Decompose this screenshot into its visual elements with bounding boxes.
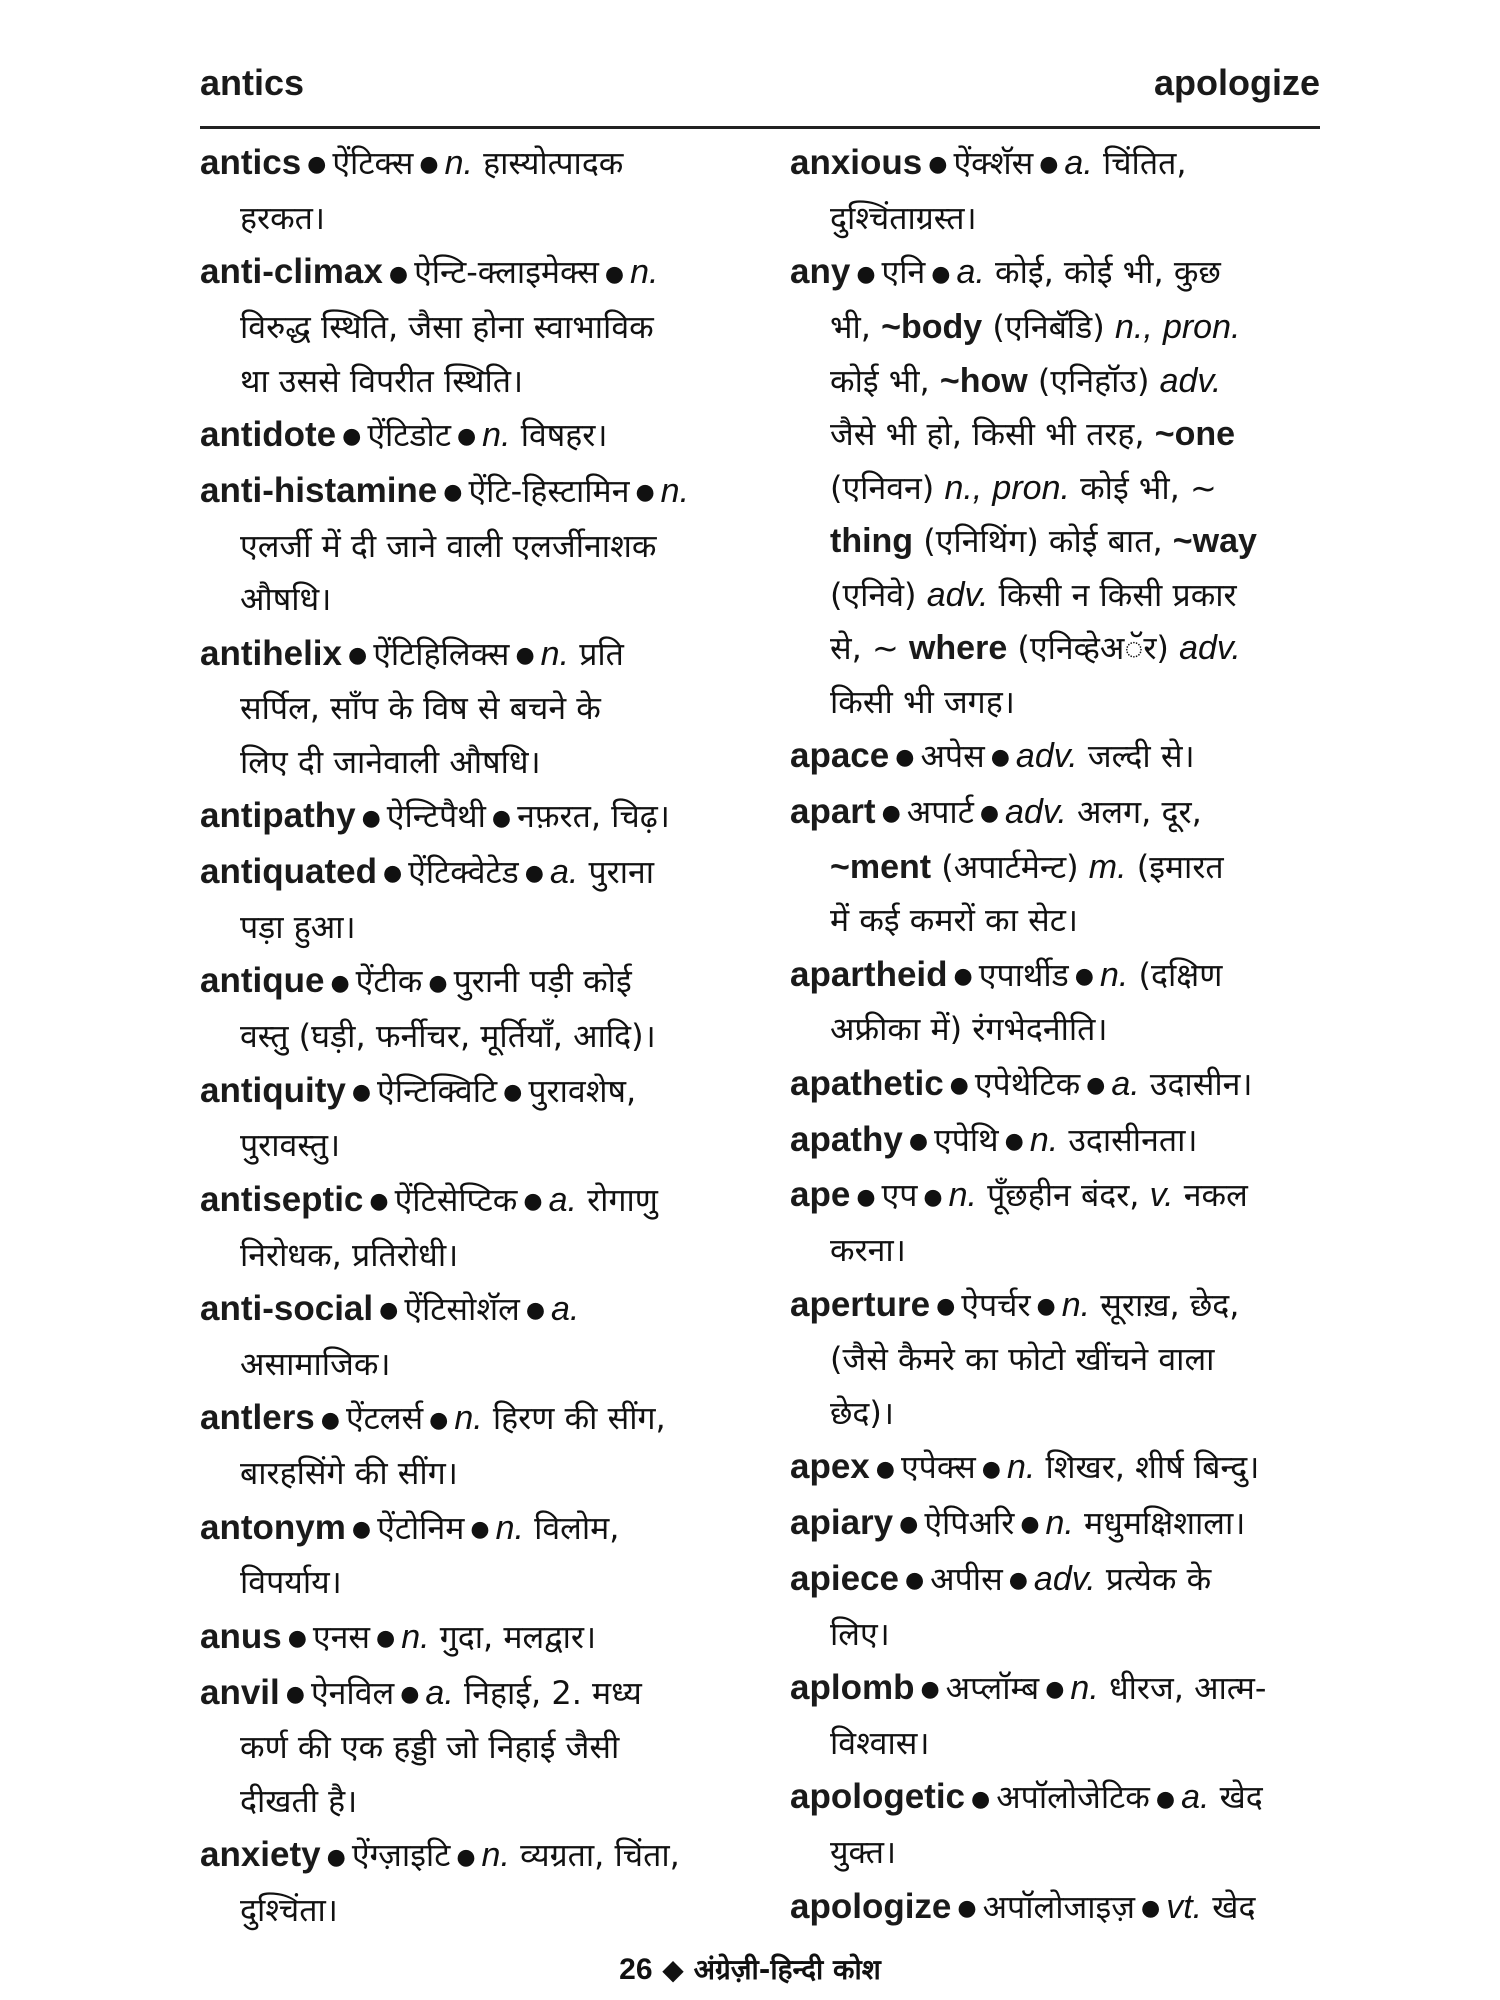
- bullet-icon: ●: [515, 642, 535, 668]
- headword: anti-histamine: [200, 470, 438, 510]
- dictionary-entry: [200, 1064, 740, 1173]
- headword: anus: [200, 1616, 282, 1656]
- entry-line: पुरावस्तु।: [240, 1126, 341, 1165]
- dictionary-entry: [790, 136, 1320, 245]
- headword: apart: [790, 791, 876, 831]
- bullet-icon: ●: [428, 970, 448, 996]
- dictionary-entry: [790, 948, 1320, 1057]
- dictionary-entry: [790, 1880, 1320, 1936]
- dictionary-entry: [200, 1610, 740, 1666]
- dictionary-entry: [790, 1168, 1320, 1277]
- dictionary-entry: [200, 408, 740, 464]
- entry-line: anxiety ● ऐंग्ज़ाइटि ● n. व्यग्रता, चिंता,: [200, 1835, 680, 1875]
- bullet-icon: ●: [1004, 1128, 1024, 1154]
- bullet-icon: ●: [429, 1407, 449, 1433]
- dictionary-entry: [200, 1666, 740, 1829]
- entry-line: विरुद्ध स्थिति, जैसा होना स्वाभाविक: [240, 308, 654, 346]
- bullet-icon: ●: [351, 1516, 372, 1542]
- entry-line: apologetic ● अपॉलोजेटिक ● a. खेद: [790, 1777, 1263, 1817]
- dictionary-entry: [200, 1828, 740, 1937]
- headword: apathy: [790, 1119, 903, 1159]
- headword: antlers: [200, 1398, 315, 1438]
- bullet-icon: ●: [525, 1298, 546, 1324]
- bullet-icon: ●: [920, 1677, 940, 1703]
- bullet-icon: ●: [491, 805, 512, 831]
- headword: apologetic: [790, 1777, 966, 1817]
- headword: anxiety: [200, 1835, 321, 1875]
- header-guide-word-last: apologize: [1153, 62, 1320, 103]
- dictionary-entry: [790, 1278, 1320, 1441]
- bullet-icon: ●: [990, 745, 1010, 771]
- dictionary-entry: [790, 245, 1320, 729]
- bullet-icon: ●: [1155, 1786, 1176, 1812]
- entry-line: से, ~ where (एनिव्हेअॅर) adv.: [830, 629, 1241, 667]
- entry-line: antique ● ऐंटीक ● पुरानी पड़ी कोई: [200, 961, 632, 1001]
- entry-line: antics ● ऐंटिक्स ● n. हास्योत्पादक: [200, 143, 624, 182]
- headword: aplomb: [790, 1668, 915, 1707]
- entry-line: anxious ● ऐंक्शॅस ● a. चिंतित,: [790, 143, 1187, 182]
- bullet-icon: ●: [351, 1079, 372, 1105]
- dictionary-entry: [790, 1552, 1320, 1661]
- entry-line: पड़ा हुआ।: [240, 907, 356, 946]
- headword: antihelix: [200, 633, 342, 673]
- bullet-icon: ●: [326, 1844, 346, 1870]
- entry-line: antlers ● ऐंटलर्स ● n. हिरण की सींग,: [200, 1398, 666, 1438]
- bullet-icon: ●: [330, 970, 350, 996]
- entry-line: औषधि।: [240, 580, 332, 618]
- headword: anti-social: [200, 1289, 374, 1328]
- dictionary-entry: [200, 1501, 740, 1610]
- entry-line: aplomb ● अप्लॉम्ब ● n. धीरज, आत्म-: [790, 1668, 1267, 1707]
- entry-line: छेद)।: [830, 1393, 895, 1432]
- entry-line: कर्ण की एक हड्डी जो निहाई जैसी: [240, 1728, 620, 1767]
- bullet-icon: ●: [1020, 1512, 1040, 1538]
- dictionary-entry: [200, 245, 740, 408]
- entry-line: कोई भी, ~how (एनिहॉउ) adv.: [830, 361, 1222, 400]
- bullet-icon: ●: [503, 1079, 523, 1105]
- headword: anti-climax: [200, 252, 383, 292]
- bullet-icon: ●: [285, 1681, 305, 1707]
- dictionary-entry: [200, 1391, 740, 1500]
- entry-line: निरोधक, प्रतिरोधी।: [240, 1235, 459, 1274]
- entry-line: विपर्याय।: [240, 1563, 342, 1602]
- bullet-icon: ●: [342, 424, 362, 450]
- page-number: 26: [619, 1953, 653, 1986]
- headword: anvil: [200, 1672, 280, 1712]
- bullet-icon: ●: [1141, 1895, 1161, 1921]
- bullet-icon: ●: [957, 1895, 977, 1921]
- entry-line: antiseptic ● ऐंटिसेप्टिक ● a. रोगाणु: [200, 1179, 658, 1219]
- bullet-icon: ●: [981, 1456, 1001, 1482]
- bullet-icon: ●: [470, 1516, 490, 1542]
- entry-line: apex ● एपेक्स ● n. शिखर, शीर्ष बिन्दु।: [790, 1447, 1260, 1487]
- entry-line: अफ्रीका में) रंगभेदनीति।: [830, 1010, 1108, 1049]
- bullet-icon: ●: [908, 1128, 929, 1154]
- bullet-icon: ●: [307, 152, 327, 178]
- entry-line: करना।: [830, 1231, 906, 1269]
- dictionary-entry: [790, 1770, 1320, 1879]
- bullet-icon: ●: [604, 261, 625, 287]
- bullet-icon: ●: [1045, 1677, 1065, 1703]
- headword: anxious: [790, 143, 923, 182]
- header-rule: [200, 126, 1320, 129]
- entry-line: युक्त।: [830, 1833, 897, 1871]
- entry-line: दुश्चिंता।: [240, 1891, 338, 1929]
- dictionary-entry: [200, 1173, 740, 1282]
- bullet-icon: ●: [347, 642, 368, 668]
- bullet-icon: ●: [899, 1512, 919, 1538]
- page-footer: [0, 1950, 1500, 1988]
- headword: apathetic: [790, 1063, 944, 1103]
- dictionary-entry: [200, 464, 740, 627]
- entry-line: apathy ● एपेथि ● n. उदासीनता।: [790, 1119, 1198, 1159]
- headword: antiquity: [200, 1070, 346, 1110]
- bullet-icon: ●: [875, 1456, 895, 1482]
- bullet-icon: ●: [456, 1844, 476, 1870]
- headword: apiece: [790, 1558, 899, 1598]
- entry-line: apart ● अपार्ट ● adv. अलग, दूर,: [790, 791, 1202, 831]
- entry-line: ~ment (अपार्टमेन्ट) m. (इमारत: [830, 847, 1224, 886]
- entry-line: लिए।: [830, 1614, 890, 1653]
- bullet-icon: ●: [419, 152, 439, 178]
- entry-line: anti-climax ● ऐन्टि-क्लाइमेक्स ● n.: [200, 252, 659, 292]
- entry-line: antipathy ● ऐन्टिपैथी ● नफ़रत, चिढ़।: [200, 796, 670, 836]
- bullet-icon: ●: [524, 861, 544, 887]
- right-column: [790, 136, 1320, 1935]
- bullet-icon: ●: [361, 805, 381, 831]
- entry-line: लिए दी जानेवाली औषधि।: [240, 742, 541, 781]
- bullet-icon: ●: [856, 1184, 876, 1210]
- entry-line: antidote ● ऐंटिडोट ● n. विषहर।: [200, 415, 608, 454]
- entry-line: भी, ~body (एनिबॅडि) n., pron.: [830, 308, 1241, 346]
- entry-line: aperture ● ऐपर्चर ● n. सूराख़, छेद,: [790, 1284, 1240, 1324]
- bullet-icon: ●: [287, 1626, 307, 1651]
- entry-line: apartheid ● एपार्थीड ● n. (दक्षिण: [790, 954, 1223, 994]
- headword: apiary: [790, 1503, 894, 1542]
- entry-line: में कई कमरों का सेट।: [830, 901, 1078, 939]
- entry-line: ape ● एप ● n. पूँछहीन बंदर, v. नकल: [790, 1175, 1248, 1215]
- entry-line: anus ● एनस ● n. गुदा, मलद्वार।: [200, 1616, 597, 1656]
- headword: antics: [200, 143, 302, 182]
- entry-line: असामाजिक।: [240, 1344, 391, 1383]
- entry-line: anvil ● ऐनविल ● a. निहाई, 2. मध्य: [200, 1672, 642, 1712]
- bullet-icon: ●: [936, 1293, 956, 1319]
- entry-line: antiquity ● ऐन्टिक्विटि ● पुरावशेष,: [200, 1070, 637, 1110]
- dictionary-entry: [200, 789, 740, 845]
- headword: apologize: [790, 1886, 952, 1926]
- entry-line: apologize ● अपॉलोजाइज़ ● vt. खेद: [790, 1886, 1256, 1926]
- bullet-icon: ●: [895, 745, 915, 771]
- entry-line: दीखती है।: [240, 1781, 358, 1820]
- dictionary-entry: [790, 729, 1320, 785]
- header-guide-word-first: antics: [200, 62, 305, 103]
- entry-line: वस्तु (घड़ी, फर्नीचर, मूर्तियाँ, आदि)।: [240, 1017, 656, 1055]
- bullet-icon: ●: [949, 1073, 969, 1098]
- entry-line: antihelix ● ऐंटिहिलिक्स ● n. प्रति: [200, 633, 624, 673]
- entry-line: किसी भी जगह।: [830, 682, 1015, 721]
- dictionary-entry: [790, 1496, 1320, 1552]
- entry-line: (एनिवन) n., pron. कोई भी, ~: [830, 468, 1217, 507]
- headword: aperture: [790, 1284, 931, 1324]
- entry-line: anti-histamine ● ऐंटि-हिस्टामिन ● n.: [200, 470, 690, 510]
- dictionary-entry: [200, 627, 740, 790]
- bullet-icon: ●: [443, 480, 463, 505]
- entry-line: antiquated ● ऐंटिक्वेटेड ● a. पुराना: [200, 852, 655, 891]
- bullet-icon: ●: [953, 963, 973, 989]
- entry-line: any ● एनि ● a. कोई, कोई भी, कुछ: [790, 252, 1221, 292]
- headword: antidote: [200, 415, 337, 454]
- dictionary-entry: [790, 785, 1320, 948]
- bullet-icon: ●: [1086, 1073, 1106, 1098]
- entry-line: (एनिवे) adv. किसी न किसी प्रकार: [830, 575, 1237, 614]
- bullet-icon: ●: [979, 801, 1000, 826]
- headword: apartheid: [790, 954, 948, 994]
- bullet-icon: ●: [1039, 152, 1059, 178]
- dictionary-entry: [200, 845, 740, 954]
- bullet-icon: ●: [388, 261, 409, 287]
- entry-line: antonym ● ऐंटोनिम ● n. विलोम,: [200, 1507, 620, 1547]
- bullet-icon: ●: [382, 861, 403, 887]
- headword: antiquated: [200, 852, 377, 891]
- bullet-icon: ●: [856, 261, 876, 287]
- bullet-icon: ●: [1036, 1293, 1056, 1319]
- dictionary-entry: [200, 1282, 740, 1391]
- bullet-icon: ●: [369, 1189, 389, 1214]
- headword: antiseptic: [200, 1179, 364, 1219]
- bullet-icon: ●: [635, 480, 655, 505]
- dictionary-entry: [790, 1057, 1320, 1113]
- entry-line: anti-social ● ऐंटिसोशॅल ● a.: [200, 1289, 580, 1328]
- bullet-icon: ●: [881, 801, 901, 826]
- bullet-icon: ●: [379, 1298, 399, 1324]
- bullet-icon: ●: [320, 1407, 340, 1433]
- bullet-icon: ●: [971, 1786, 991, 1812]
- headword: ape: [790, 1175, 851, 1215]
- entry-line: बारहसिंगे की सींग।: [240, 1454, 458, 1492]
- bullet-icon: ●: [904, 1568, 925, 1593]
- entry-line: apathetic ● एपेथेटिक ● a. उदासीन।: [790, 1063, 1253, 1103]
- headword: apace: [790, 736, 890, 775]
- entry-line: एलर्जी में दी जाने वाली एलर्जीनाशक: [240, 526, 657, 565]
- left-column: [200, 136, 740, 1938]
- headword: apex: [790, 1447, 870, 1487]
- bullet-icon: ●: [931, 261, 951, 287]
- entry-line: thing (एनिथिंग) कोई बात, ~way: [830, 522, 1257, 560]
- bullet-icon: ●: [376, 1626, 396, 1651]
- bullet-icon: ●: [928, 152, 948, 178]
- entry-line: जैसे भी हो, किसी भी तरह, ~one: [830, 415, 1236, 453]
- entry-line: apiece ● अपीस ● adv. प्रत्येक के: [790, 1558, 1212, 1598]
- entry-line: था उससे विपरीत स्थिति।: [240, 361, 524, 400]
- entry-line: (जैसे कैमरे का फोटो खींचने वाला: [830, 1340, 1215, 1379]
- entry-line: apace ● अपेस ● adv. जल्दी से।: [790, 736, 1195, 775]
- entry-line: apiary ● ऐपिअरि ● n. मधुमक्षिशाला।: [790, 1503, 1246, 1542]
- headword: antique: [200, 961, 325, 1001]
- entry-line: दुश्चिंताग्रस्त।: [830, 198, 977, 237]
- headword: any: [790, 252, 851, 292]
- bullet-icon: ●: [1074, 963, 1094, 989]
- bullet-icon: ●: [923, 1184, 943, 1210]
- dictionary-entry: [790, 1661, 1320, 1770]
- diamond-icon: ◆: [662, 1953, 684, 1986]
- dictionary-entry: [200, 954, 740, 1063]
- headword: antipathy: [200, 796, 356, 836]
- entry-line: सर्पिल, साँप के विष से बचने के: [240, 689, 601, 728]
- bullet-icon: ●: [523, 1189, 543, 1214]
- bullet-icon: ●: [400, 1681, 420, 1707]
- bullet-icon: ●: [456, 424, 477, 450]
- entry-line: विश्वास।: [830, 1723, 930, 1762]
- headword: antonym: [200, 1507, 346, 1547]
- bullet-icon: ●: [1008, 1568, 1028, 1593]
- book-title: अंग्रेज़ी-हिन्दी कोश: [693, 1953, 881, 1986]
- dictionary-entry: [200, 136, 740, 245]
- dictionary-entry: [790, 1440, 1320, 1496]
- entry-line: हरकत।: [240, 198, 326, 237]
- dictionary-entry: [790, 1113, 1320, 1169]
